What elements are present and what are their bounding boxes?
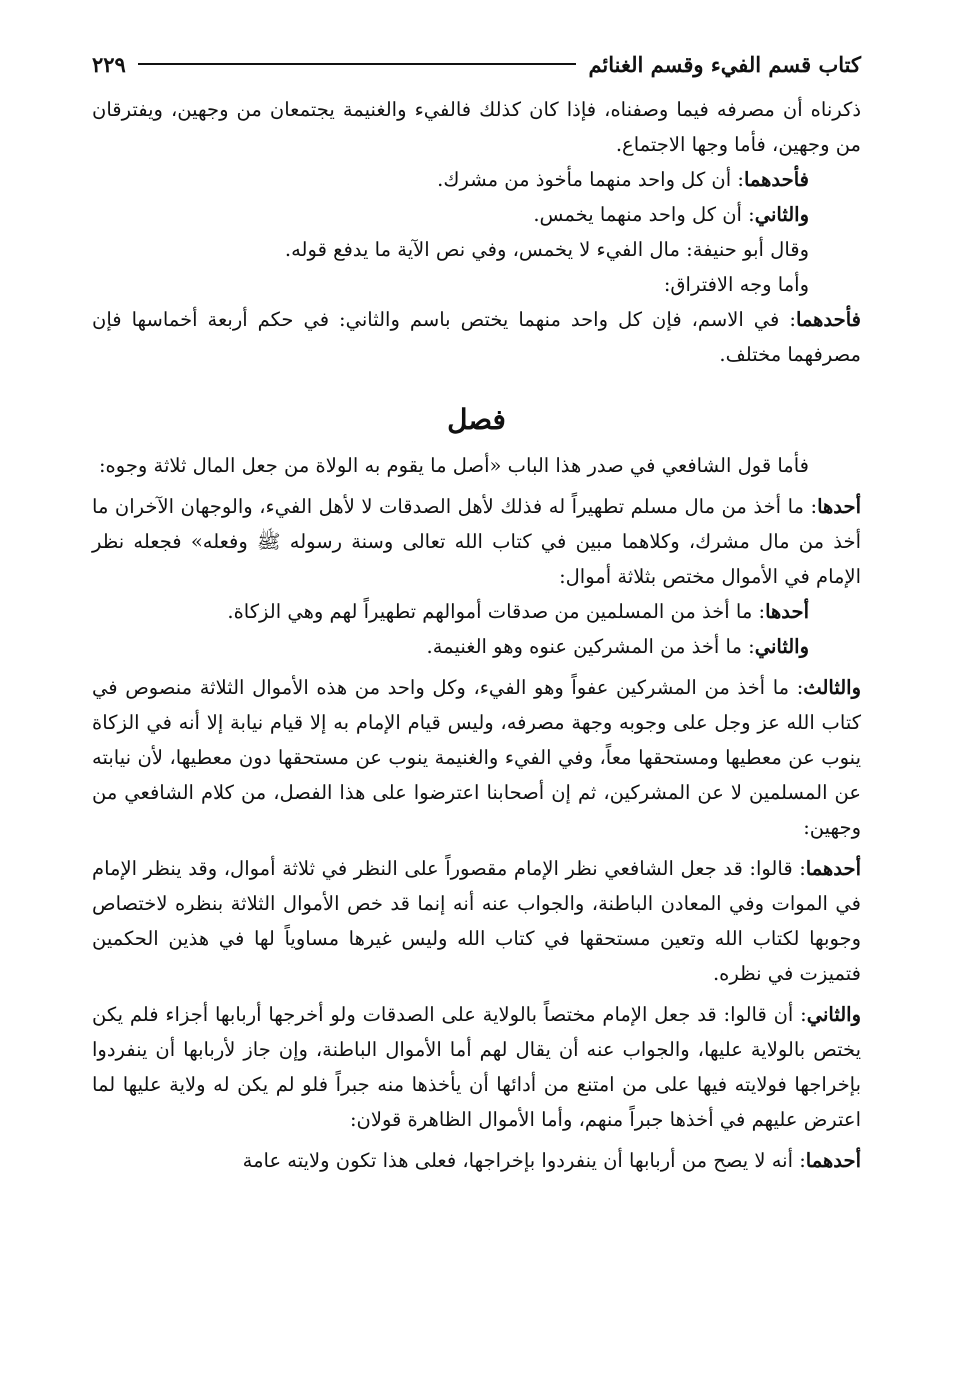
paragraph-text: وأما وجه الافتراق: <box>663 273 809 296</box>
paragraph-lead: فأحدهما <box>795 308 861 331</box>
paragraph <box>92 232 861 267</box>
paragraph <box>92 489 861 594</box>
page-header <box>92 44 861 84</box>
paragraph-lead: أحدهما <box>805 857 861 880</box>
paragraph-text: : أنه لا يصح من أربابها أن ينفردوا بإخراجها، فعلى هذا تكون ولايته عامة <box>242 1149 806 1172</box>
page-number: ٢٢٩ <box>92 51 126 77</box>
header-rule <box>138 63 577 65</box>
paragraph <box>92 629 861 664</box>
paragraph <box>92 1143 861 1178</box>
section-title: فصل <box>447 403 506 436</box>
paragraph-lead: أحدهما <box>805 1149 861 1172</box>
paragraph-lead: أحدها <box>817 495 861 518</box>
paragraph-lead: والثالث <box>803 676 861 699</box>
paragraph <box>92 997 861 1137</box>
paragraph <box>92 851 861 991</box>
paragraph-text: : أن كل واحد منهما يخمس. <box>533 203 755 226</box>
paragraph-text: وقال أبو حنيفة: مال الفيء لا يخمس، وفي نص الآية ما يدفع قوله. <box>284 238 809 261</box>
paragraph <box>92 670 861 845</box>
paragraph-lead: والثاني <box>806 1003 861 1026</box>
paragraph <box>92 92 861 162</box>
paragraph-lead: أحدها <box>765 600 809 623</box>
paragraph <box>92 162 861 197</box>
paragraph-text: : في الاسم، فإن كل واحد منهما يختص باسم والثاني: في حكم أربعة أخماسها فإن مصرفهما مختلف. <box>92 308 861 366</box>
paragraph-text: : أن كل واحد منهما مأخوذ من مشرك. <box>437 168 744 191</box>
paragraph <box>92 594 861 629</box>
paragraph-text: : ما أخذ من المشركين عفواً وهو الفيء، وكل واحد من هذه الأموال الثلاثة منصوص في كتاب الله عز وجل على وجوبه وجهة مصرفه، وليس قيام الإمام به إلا قيام نيابة إلا أنه في الزكاة ينوب عن معطيها ومستحقها معاً، وفي الفيء والغنيمة ينوب عن مستحقها دون معطيها، لأن نيابته عن المسلمين لا عن المشركين، ثم إن أصحابنا اعترضوا على هذا الفصل، من كلام الشافعي من وجهين: <box>92 676 861 839</box>
paragraph-text: : ما أخذ من المشركين عنوه وهو الغنيمة. <box>426 635 755 658</box>
paragraph-lead: والثاني <box>754 635 809 658</box>
paragraph-text: : ما أخذ من مال مسلم تطهيراً له فذلك لأهل الصدقات لا لأهل الفيء، والوجهان الآخران ما أخذ من مال مشرك، وكلاهما مبين في كتاب الله تعالى وسنة رسوله ﷺ وفعله» فجعله نظر الإمام في الأموال مختص بثلاثة أموال: <box>92 495 861 588</box>
paragraph <box>92 448 861 483</box>
paragraph-text: ذكرناه أن مصرفه فيما وصفناه، فإذا كان كذلك فالفيء والغنيمة يجتمعان من وجهين، ويفترقان من وجهين، فأما وجها الاجتماع. <box>92 98 861 156</box>
paragraph-lead: والثاني <box>754 203 809 226</box>
paragraph-lead: فأحدهما <box>743 168 809 191</box>
paragraph <box>92 267 861 302</box>
page-body <box>92 92 861 1178</box>
paragraph-text: : أن قالوا: قد جعل الإمام مختصاً بالولاية على الصدقات ولو أخرجها أربابها أجزاء فلم يكن يختص بالولاية عليها، والجواب عنه أن يقال لهم أما الأموال الباطنة، وإن جاز لأربابها أن ينفردوا بإخراجها فولايته فيها على من امتنع من أدائها أن يأخذها منه جبراً فلو لم يكن له ولاية عليها لما اعترض عليهم في أخذها جبراً منهم، وأما الأموال الظاهرة قولان: <box>92 1003 861 1131</box>
running-title: كتاب قسم الفيء وقسم الغنائم <box>588 51 861 77</box>
paragraph-text: : قالوا: قد جعل الشافعي نظر الإمام مقصوراً على النظر في ثلاثة أموال، وقد ينظر الإمام في الموات وفي المعادن الباطنة، والجواب عنه أنه إنما قد خص الأموال الثلاثة بنظره لاختصاص وجوبها لكتاب الله وتعين مستحقها في كتاب الله وليس غيرها مساوياً لها في هذين الحكمين فتميزت في نظره. <box>92 857 861 985</box>
paragraph <box>92 197 861 232</box>
paragraph-text: : ما أخذ من المسلمين من صدقات أموالهم تطهيراً لهم وهي الزكاة. <box>227 600 766 623</box>
paragraph <box>92 302 861 372</box>
paragraph-text: فأما قول الشافعي في صدر هذا الباب «أصل ما يقوم به الولاة من جعل المال ثلاثة وجوه: <box>98 454 809 477</box>
